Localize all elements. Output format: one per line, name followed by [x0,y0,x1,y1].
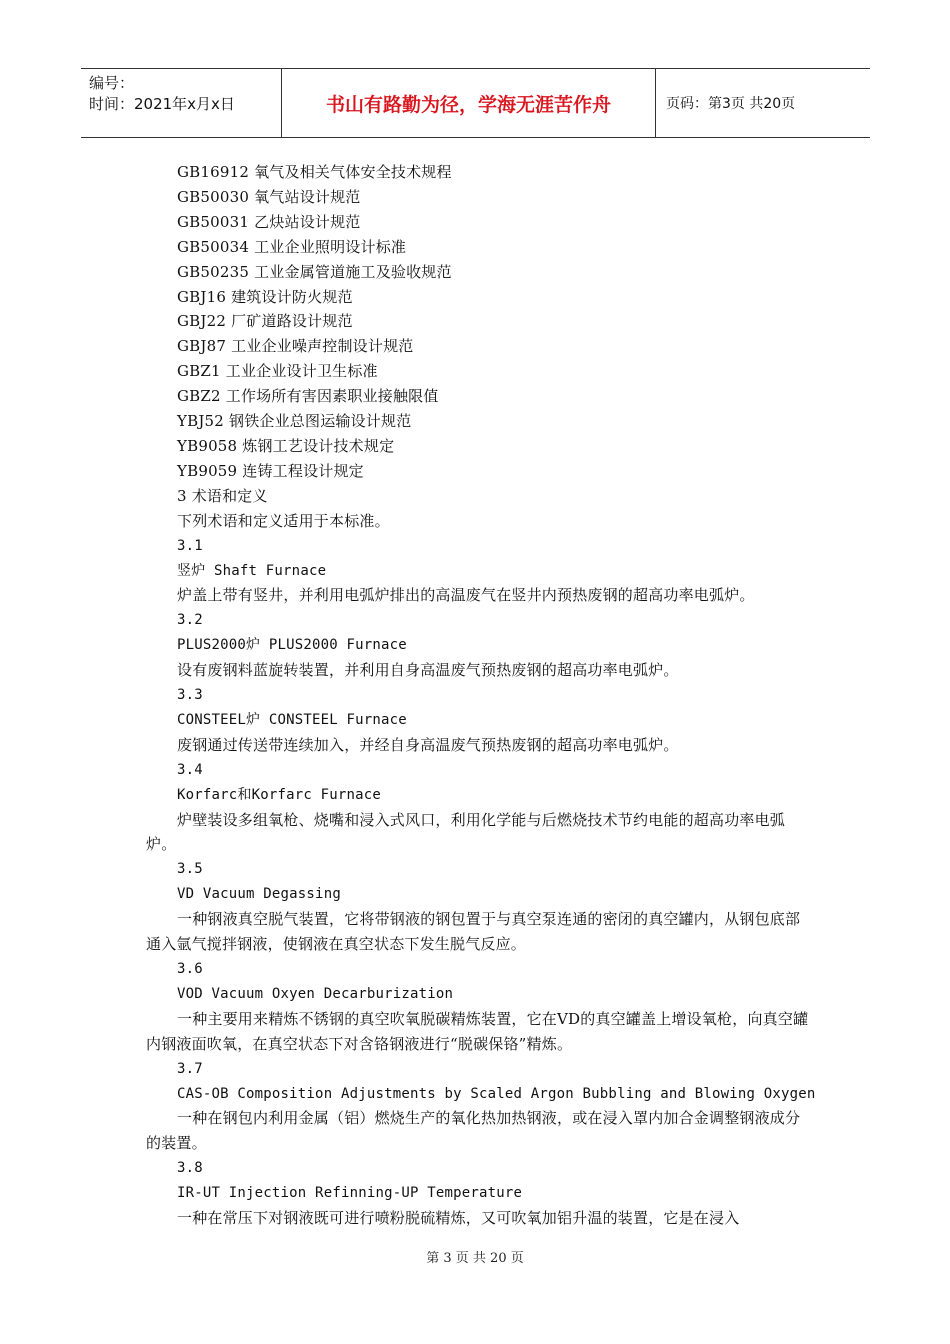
date-label: 时间：2021年x月x日 [89,95,235,113]
term-definition: 一种钢液真空脱气装置，它将带钢液的钢包置于与真空泵连通的密闭的真空罐内，从钢包底部通入氩气搅拌钢液，使钢液在真空状态下发生脱气反应。 [146,910,801,954]
standard-item: GBZ1 工业企业设计卫生标准 [177,362,378,381]
term-number: 3.8 [177,1160,203,1177]
term-definition: 一种在常压下对钢液既可进行喷粉脱硫精炼，又可吹氧加铝升温的装置，它是在浸入 [177,1209,740,1228]
term-definition: 设有废钢料蓝旋转装置，并利用自身高温废气预热废钢的超高功率电弧炉。 [177,661,679,680]
standard-item: GB50031 乙炔站设计规范 [177,212,361,231]
term-definition: 一种在钢包内利用金属（铝）燃烧生产的氧化热加热钢液，或在浸入罩内加合金调整钢液成分的装置。 [146,1109,801,1153]
term-definition: 炉盖上带有竖井，并利用电弧炉排出的高温废气在竖井内预热废钢的超高功率电弧炉。 [177,586,755,605]
standard-item: GBJ22 厂矿道路设计规范 [177,312,353,331]
term-number: 3.2 [177,612,203,629]
term-definition: 一种主要用来精炼不锈钢的真空吹氧脱碳精炼装置，它在VD的真空罐盖上增设氧枪，向真空罐内钢液面吹氧，在真空状态下对含铬钢液进行“脱碳保铬”精炼。 [146,1009,809,1053]
standard-item: GB50034 工业企业照明设计标准 [177,237,407,256]
header-meta [81,69,282,137]
term-definition: 废钢通过传送带连续加入，并经自身高温废气预热废钢的超高功率电弧炉。 [177,735,679,754]
standard-item: GB50030 氧气站设计规范 [177,187,361,206]
standard-item: YBJ52 钢铁企业总图运输设计规范 [177,412,412,431]
page-header [81,68,870,138]
term-title: PLUS2000炉 PLUS2000 Furnace [177,637,407,654]
header-page-info: 页码：第3页 共20页 [666,96,796,112]
term-number: 3.1 [177,537,203,554]
section-intro: 下列术语和定义适用于本标准。 [177,511,390,530]
term-title: 竖炉 Shaft Furnace [177,562,327,579]
code-label: 编号： [89,74,135,92]
header-motto: 书山有路勤为径，学海无涯苦作舟 [282,69,656,137]
term-title: IR-UT Injection Refinning-UP Temperature [177,1185,523,1202]
standard-item: YB9059 连铸工程设计规定 [177,461,364,480]
term-number: 3.4 [177,761,203,778]
standard-item: GBJ87 工业企业噪声控制设计规范 [177,337,414,356]
term-title: VOD Vacuum Oxyen Decarburization [177,985,454,1002]
term-title: VD Vacuum Degassing [177,886,341,903]
standard-item: GBZ2 工作场所有害因素职业接触限值 [177,387,439,406]
term-title: CAS-OB Composition Adjustments by Scaled Argon Bubbling and Blowing Oxygen [177,1085,816,1102]
term-title: Korfarc和Korfarc Furnace [177,786,382,803]
term-title: CONSTEEL炉 CONSTEEL Furnace [177,711,407,728]
standard-item: YB9058 炼钢工艺设计技术规定 [177,436,395,455]
standard-item: GB50235 工业金属管道施工及验收规范 [177,262,452,281]
page-footer: 第 3 页 共 20 页 [426,1251,524,1266]
term-number: 3.7 [177,1060,203,1077]
term-number: 3.5 [177,861,203,878]
standard-item: GBJ16 建筑设计防火规范 [177,287,353,306]
standard-item: GB16912 氧气及相关气体安全技术规程 [177,163,452,181]
document-body [146,160,816,1231]
term-number: 3.3 [177,687,203,704]
term-definition: 炉壁装设多组氧枪、烧嘴和浸入式风口，利用化学能与后燃烧技术节约电能的超高功率电弧炉。 [146,810,786,854]
section-heading: 3 术语和定义 [177,486,268,505]
term-number: 3.6 [177,961,203,977]
